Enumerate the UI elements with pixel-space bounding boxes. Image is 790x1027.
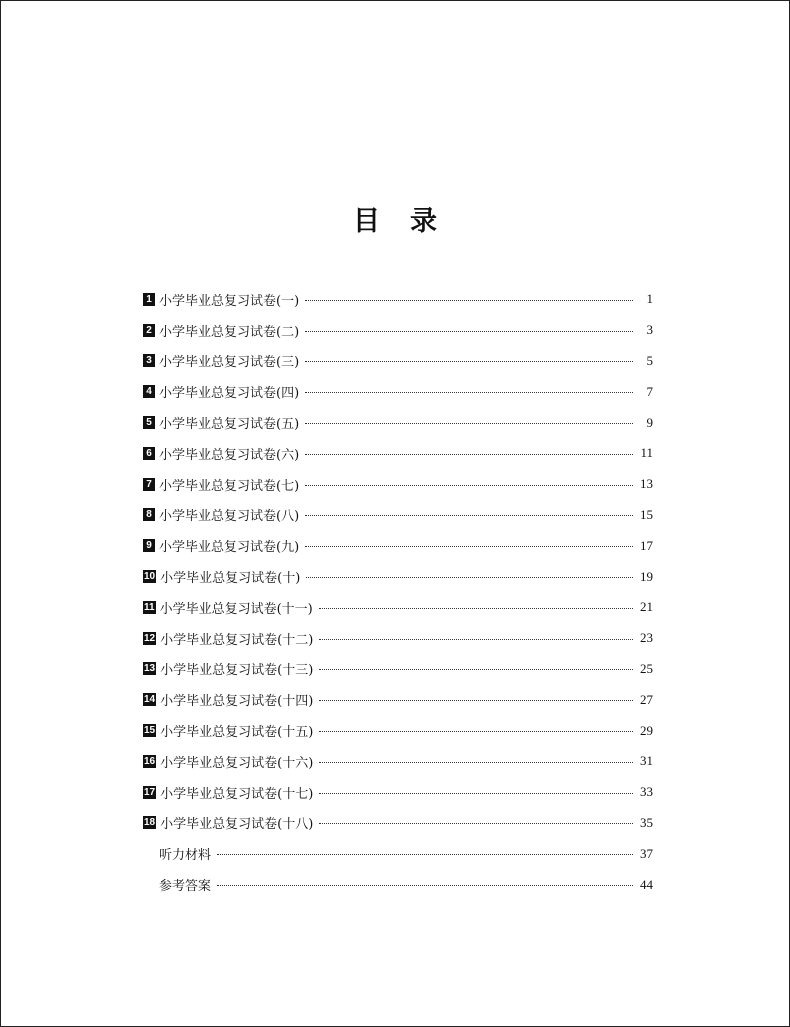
entry-page-number: 25: [640, 660, 653, 676]
dot-leader: [305, 300, 633, 301]
entry-number-badge: 5: [143, 416, 155, 429]
toc-entry[interactable]: [143, 746, 653, 777]
entry-number-badge: 7: [143, 478, 155, 491]
title-char-2: 录: [410, 206, 437, 237]
entry-label: 小学毕业总复习试卷(十四): [160, 694, 314, 710]
toc-entry[interactable]: [143, 469, 653, 500]
toc-entry[interactable]: [143, 869, 653, 900]
entry-number-spacer: [143, 878, 155, 891]
entry-label: 小学毕业总复习试卷(一): [159, 293, 300, 309]
entry-number-badge: 10: [144, 571, 156, 583]
toc-entry[interactable]: [143, 592, 653, 623]
entry-label: 参考答案: [159, 879, 212, 895]
entry-page-number: 5: [646, 352, 653, 368]
toc-entry[interactable]: [143, 684, 653, 715]
table-of-contents: [143, 284, 653, 900]
entry-label: 小学毕业总复习试卷(十一): [159, 601, 313, 617]
entry-number-badge: 11: [144, 601, 155, 613]
toc-entry[interactable]: [143, 346, 653, 377]
entry-page-number: 11: [640, 445, 653, 461]
toc-entry[interactable]: [143, 838, 653, 869]
entry-number-badge: 1: [143, 293, 155, 306]
entry-page-number: 17: [640, 537, 653, 553]
entry-number-badge: 14: [144, 694, 156, 706]
title-char-1: 目: [353, 206, 380, 237]
dot-leader: [319, 731, 633, 732]
entry-number-badge: 13: [144, 663, 156, 675]
dot-leader: [319, 639, 633, 640]
toc-entry[interactable]: [143, 530, 653, 561]
entry-number-badge: 2: [143, 324, 155, 337]
toc-entry[interactable]: [143, 808, 653, 839]
entry-number-badge: 8: [143, 508, 155, 521]
entry-number-badge: 3: [143, 354, 155, 367]
toc-entry[interactable]: [143, 715, 653, 746]
entry-page-number: 19: [640, 568, 653, 584]
entry-label: 小学毕业总复习试卷(十七): [160, 786, 314, 802]
entry-number-badge: 4: [143, 385, 155, 398]
entry-label: 小学毕业总复习试卷(六): [159, 447, 300, 463]
dot-leader: [305, 485, 633, 486]
entry-number-badge: 9: [143, 539, 155, 552]
entry-number-badge: 17: [144, 786, 156, 798]
entry-label: 小学毕业总复习试卷(十三): [160, 663, 314, 679]
toc-entry[interactable]: [143, 315, 653, 346]
entry-label: 小学毕业总复习试卷(三): [159, 355, 300, 371]
entry-page-number: 7: [646, 383, 653, 399]
entry-label: 小学毕业总复习试卷(五): [159, 417, 300, 433]
dot-leader: [305, 361, 633, 362]
entry-page-number: 37: [640, 845, 653, 861]
entry-page-number: 13: [640, 476, 653, 492]
toc-entry[interactable]: [143, 284, 653, 315]
toc-entry[interactable]: [143, 500, 653, 531]
toc-entry[interactable]: [143, 407, 653, 438]
entry-number-spacer: [143, 847, 155, 860]
entry-page-number: 35: [640, 814, 653, 830]
entry-number-badge: 12: [144, 632, 156, 644]
dot-leader: [217, 854, 633, 855]
dot-leader: [319, 762, 633, 763]
entry-page-number: 44: [640, 876, 653, 892]
dot-leader: [319, 608, 633, 609]
entry-label: 小学毕业总复习试卷(九): [159, 540, 300, 556]
entry-page-number: 21: [640, 599, 653, 615]
entry-page-number: 9: [646, 414, 653, 430]
entry-label: 听力材料: [159, 848, 212, 864]
entry-label: 小学毕业总复习试卷(十): [160, 571, 301, 587]
entry-page-number: 1: [646, 291, 653, 307]
dot-leader: [305, 546, 633, 547]
entry-page-number: 23: [640, 630, 653, 646]
entry-page-number: 27: [640, 691, 653, 707]
toc-entry[interactable]: [143, 654, 653, 685]
entry-page-number: 15: [640, 506, 653, 522]
entry-number-badge: 18: [144, 817, 156, 829]
toc-entry[interactable]: [143, 777, 653, 808]
entry-label: 小学毕业总复习试卷(四): [159, 386, 300, 402]
dot-leader: [305, 454, 633, 455]
dot-leader: [319, 700, 633, 701]
toc-entry[interactable]: [143, 561, 653, 592]
entry-label: 小学毕业总复习试卷(十八): [160, 817, 314, 833]
toc-entry[interactable]: [143, 376, 653, 407]
entry-number-badge: 16: [144, 755, 156, 767]
page-title: [1, 199, 789, 238]
entry-page-number: 31: [640, 753, 653, 769]
entry-label: 小学毕业总复习试卷(二): [159, 324, 300, 340]
dot-leader: [305, 331, 633, 332]
dot-leader: [305, 392, 633, 393]
dot-leader: [319, 823, 633, 824]
entry-label: 小学毕业总复习试卷(十二): [160, 632, 314, 648]
entry-label: 小学毕业总复习试卷(八): [159, 509, 300, 525]
dot-leader: [306, 577, 633, 578]
toc-entry[interactable]: [143, 623, 653, 654]
toc-entry[interactable]: [143, 438, 653, 469]
entry-label: 小学毕业总复习试卷(七): [159, 478, 300, 494]
entry-label: 小学毕业总复习试卷(十五): [160, 725, 314, 741]
dot-leader: [319, 669, 633, 670]
dot-leader: [305, 423, 633, 424]
entry-label: 小学毕业总复习试卷(十六): [160, 755, 314, 771]
entry-number-badge: 6: [143, 447, 155, 460]
dot-leader: [319, 793, 633, 794]
entry-page-number: 3: [646, 322, 653, 338]
dot-leader: [305, 515, 633, 516]
dot-leader: [217, 885, 633, 886]
entry-page-number: 29: [640, 722, 653, 738]
entry-page-number: 33: [640, 784, 653, 800]
entry-number-badge: 15: [144, 725, 156, 737]
